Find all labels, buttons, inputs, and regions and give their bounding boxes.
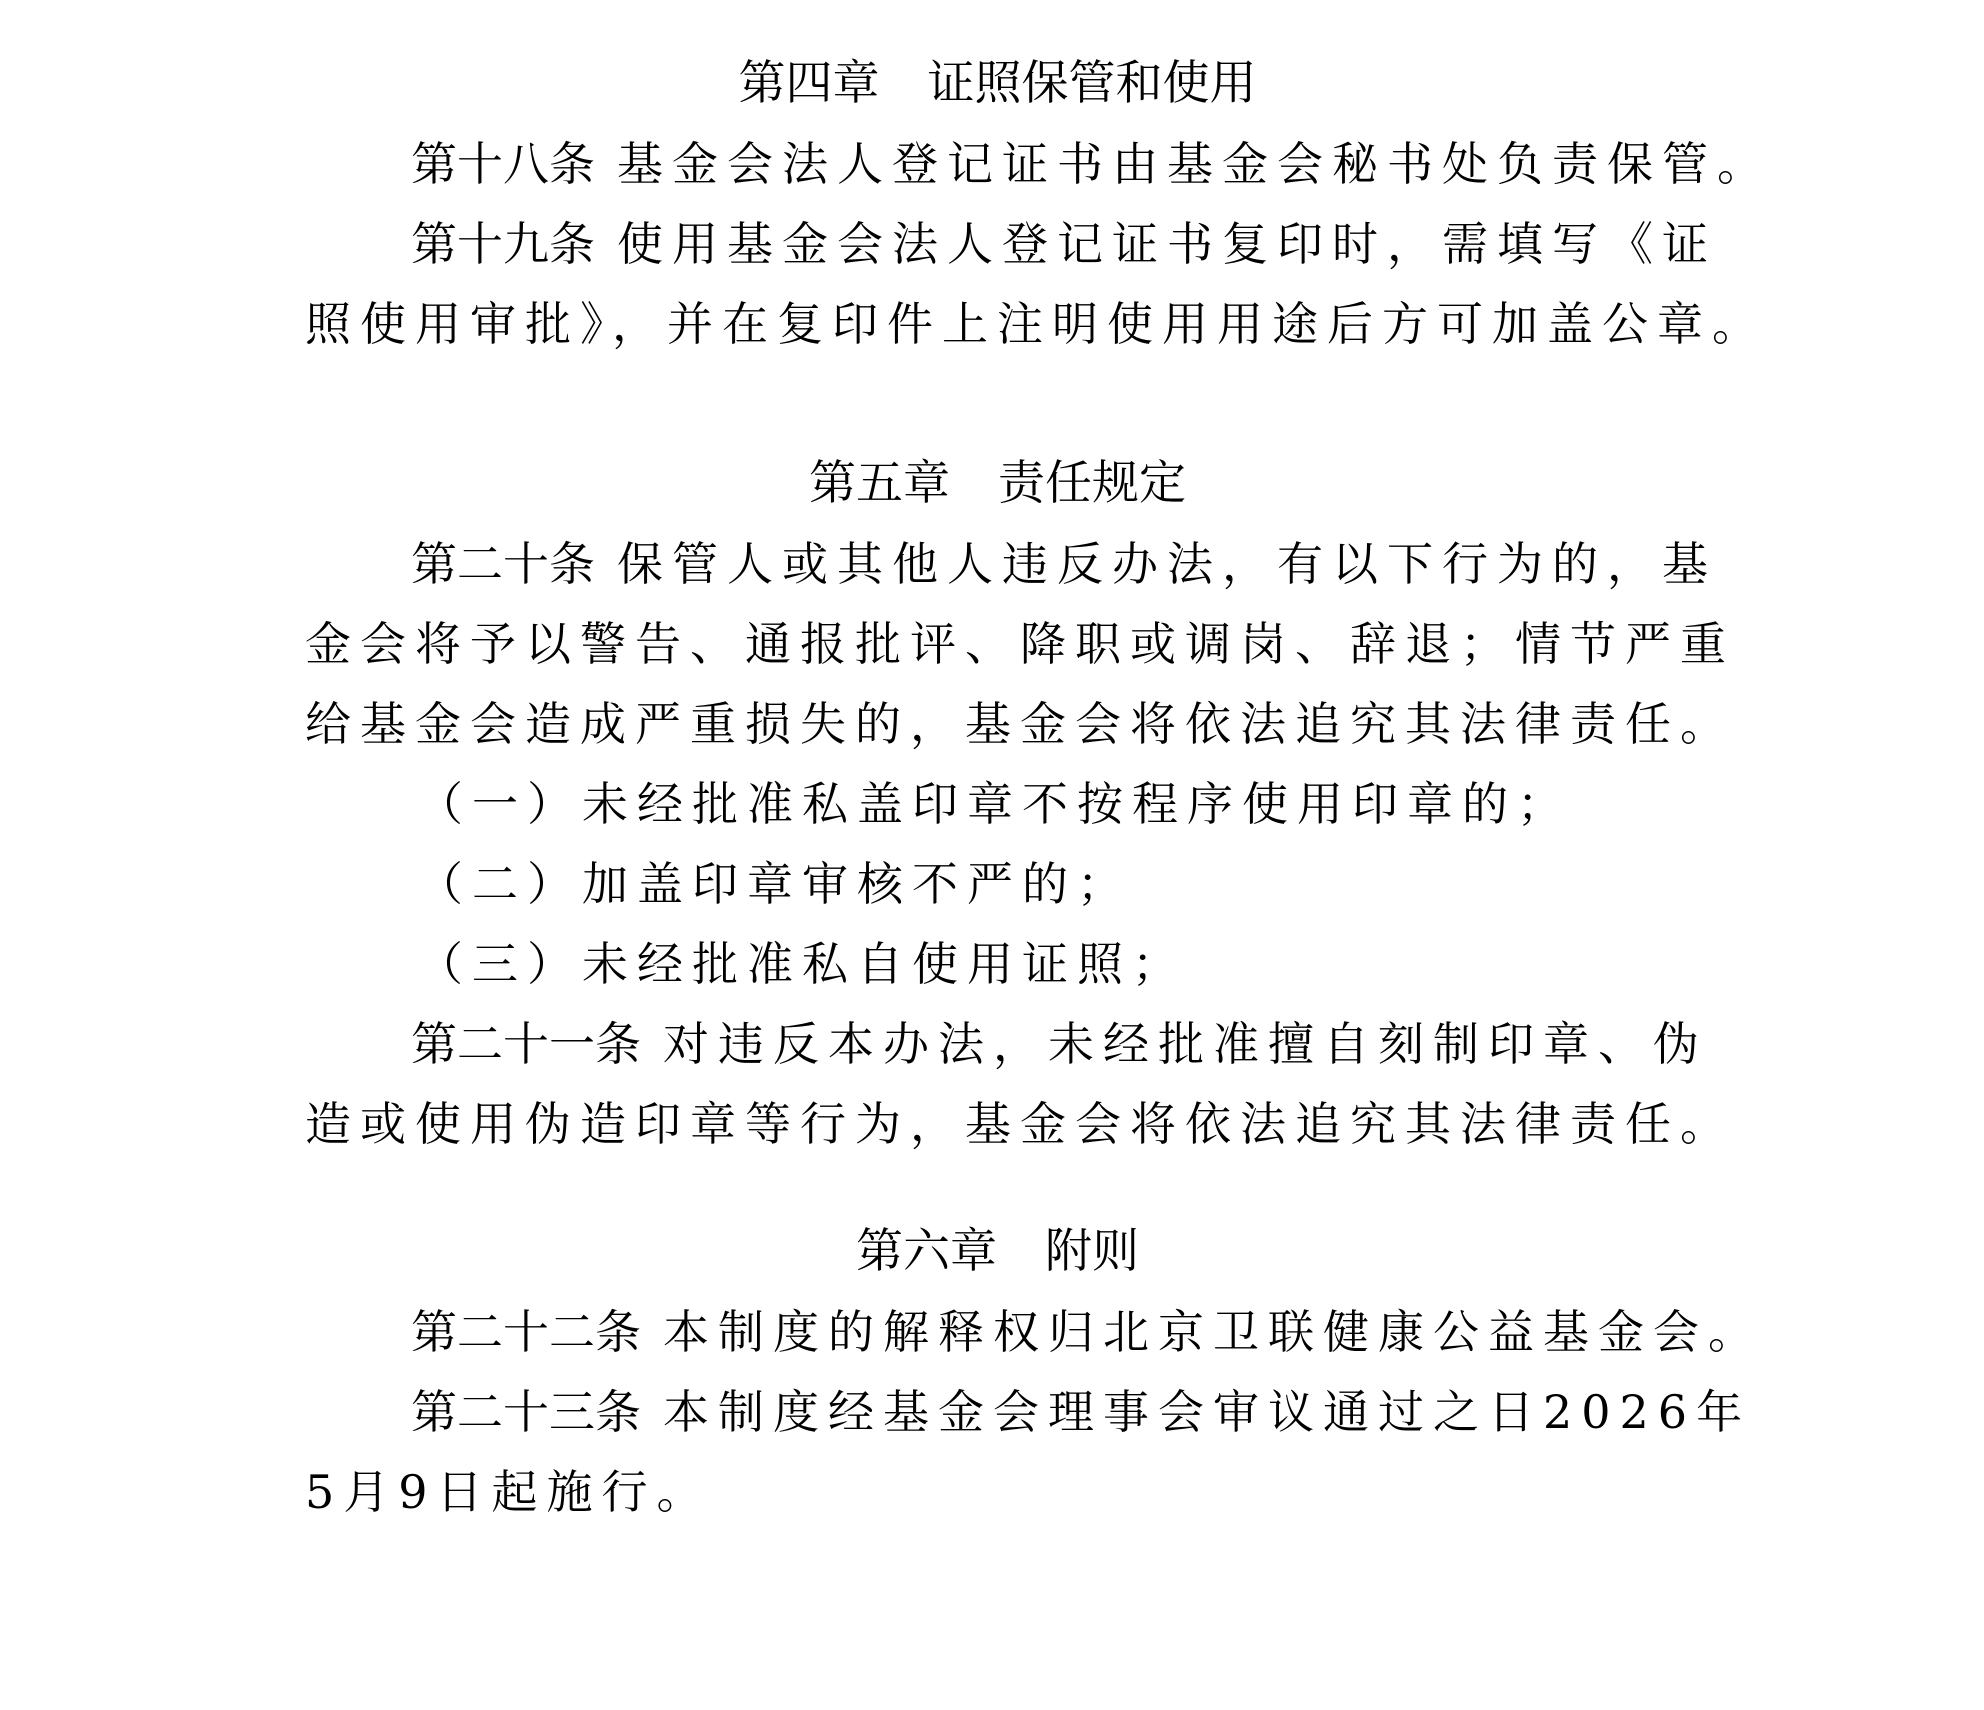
article-19-line-1 (305, 204, 1717, 284)
chapter-6-number: 第六章 (856, 1224, 997, 1279)
chapter-5-number: 第五章 (809, 456, 950, 511)
chapter-5-heading (305, 444, 1690, 524)
article-20-item-1: （一）未经批准私盖印章不按程序使用印章的； (417, 777, 1572, 831)
article-23-line-2: 5月9日起施行。 (305, 1465, 712, 1519)
article-20-line-1 (305, 524, 1717, 604)
article-18 (305, 124, 1772, 204)
article-21-line-1 (305, 1004, 1708, 1084)
article-23-label: 第二十三条 (411, 1385, 641, 1439)
chapter-4-number: 第四章 (738, 56, 880, 111)
article-21-label: 第二十一条 (411, 1017, 641, 1071)
article-23-text-1: 本制度经基金会理事会审议通过之日2026年 (663, 1385, 1752, 1439)
article-20-item-3: （三）未经批准私自使用证照； (417, 937, 1187, 991)
article-20-line-2: 金会将予以警告、通报批评、降职或调岗、辞退；情节严重 (305, 617, 1735, 671)
article-20-line-3: 给基金会造成严重损失的，基金会将依法追究其法律责任。 (305, 697, 1735, 751)
article-21-text-1: 对违反本办法，未经批准擅自刻制印章、伪 (663, 1017, 1708, 1071)
article-19-text-1: 使用基金会法人登记证书复印时，需填写《证 (617, 217, 1717, 271)
chapter-6-heading (305, 1212, 1690, 1292)
article-20-item-2: （二）加盖印章审核不严的； (417, 857, 1132, 911)
article-23-line-1 (305, 1372, 1752, 1452)
article-22 (305, 1292, 1763, 1372)
article-20-text-1: 保管人或其他人违反办法，有以下行为的，基 (617, 537, 1717, 591)
chapter-5-title: 责任规定 (998, 456, 1186, 511)
article-20-label: 第二十条 (411, 537, 595, 591)
article-18-text: 基金会法人登记证书由基金会秘书处负责保管。 (617, 137, 1772, 191)
chapter-4-heading (305, 44, 1690, 124)
article-22-label: 第二十二条 (411, 1305, 641, 1359)
article-18-label: 第十八条 (411, 137, 595, 191)
chapter-6-title: 附则 (1045, 1224, 1139, 1279)
chapter-4-title: 证照保管和使用 (927, 56, 1257, 111)
article-21-line-2: 造或使用伪造印章等行为，基金会将依法追究其法律责任。 (305, 1097, 1735, 1151)
article-19-line-2: 照使用审批》，并在复印件上注明使用用途后方可加盖公章。 (305, 297, 1767, 351)
article-22-text: 本制度的解释权归北京卫联健康公益基金会。 (663, 1305, 1763, 1359)
article-19-label: 第十九条 (411, 217, 595, 271)
